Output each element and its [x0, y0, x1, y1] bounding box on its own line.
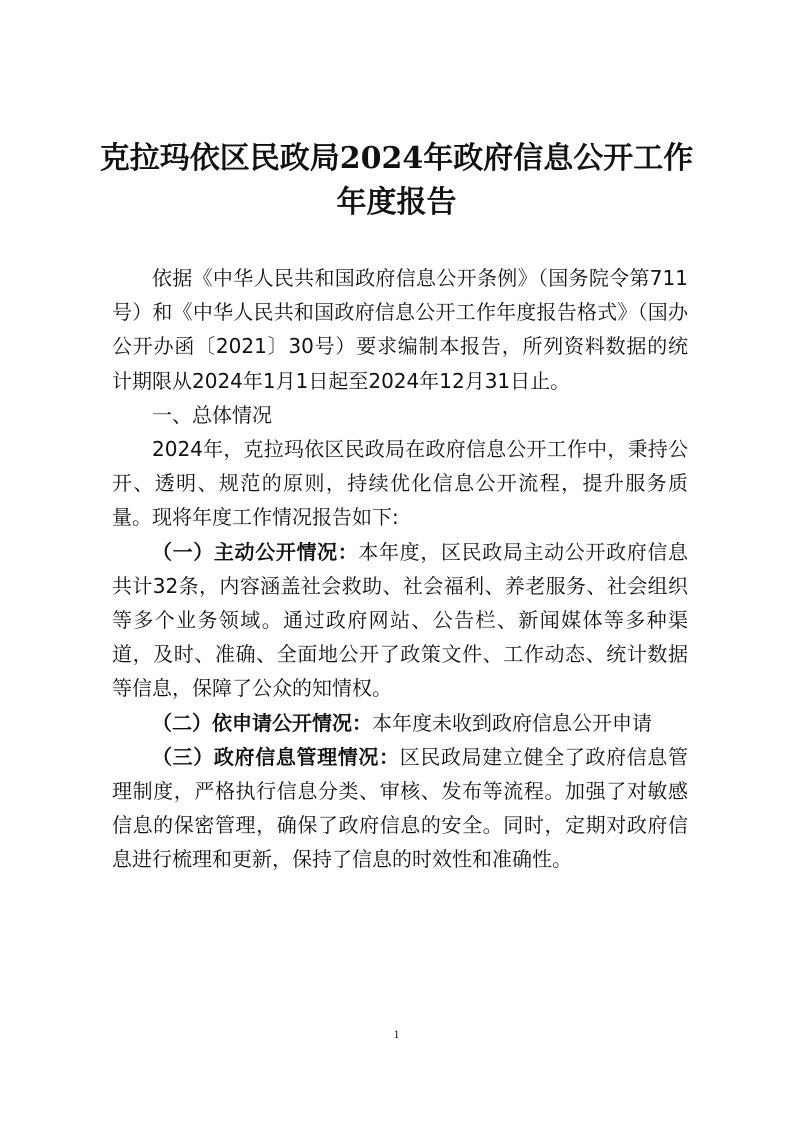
- document-title-line-2: 年度报告: [336, 185, 457, 220]
- section-heading-overview: 一、总体情况: [152, 402, 272, 427]
- document-title-line-1: 克拉玛依区民政局2024年政府信息公开工作: [99, 141, 694, 176]
- item-information-management: [112, 740, 688, 877]
- item-proactive-disclosure: [112, 535, 688, 706]
- item-proactive-disclosure-label: （一）主动公开情况：: [152, 539, 359, 564]
- item-request-disclosure: [112, 706, 688, 740]
- item-request-disclosure-text: 本年度未收到政府信息公开申请: [372, 710, 652, 735]
- item-information-management-text: 区民政局建立健全了政府信息管理制度，严格执行信息分类、审核、发布等流程。加强了对敏感信息的保密管理，确保了政府信息的安全。同时，定期对政府信息进行梳理和更新，保持了信息的时效性和准确性。: [112, 744, 689, 872]
- item-request-disclosure-label: （二）依申请公开情况：: [152, 710, 372, 735]
- document-body: [112, 261, 688, 877]
- page-number: 1: [393, 1027, 400, 1041]
- item-information-management-label: （三）政府信息管理情况：: [152, 744, 400, 769]
- intro-paragraph: 依据《中华人民共和国政府信息公开条例》（国务院令第711号）和《中华人民共和国政府信息公开工作年度报告格式》（国办公开办函〔2021〕30号）要求编制本报告，所列资料数据的统计期限从2024年1月1日起至2024年12月31日止。: [112, 266, 688, 393]
- item-proactive-disclosure-text: 本年度，区民政局主动公开政府信息共计32条，内容涵盖社会救助、社会福利、养老服务、社会组织等多个业务领域。通过政府网站、公告栏、新闻媒体等多种渠道，及时、准确、全面地公开了政策文件、工作动态、统计数据等信息，保障了公众的知情权。: [112, 539, 689, 701]
- overview-paragraph: 2024年，克拉玛依区民政局在政府信息公开工作中，秉持公开、透明、规范的原则，持续优化信息公开流程，提升服务质量。现将年度工作情况报告如下:: [112, 437, 688, 530]
